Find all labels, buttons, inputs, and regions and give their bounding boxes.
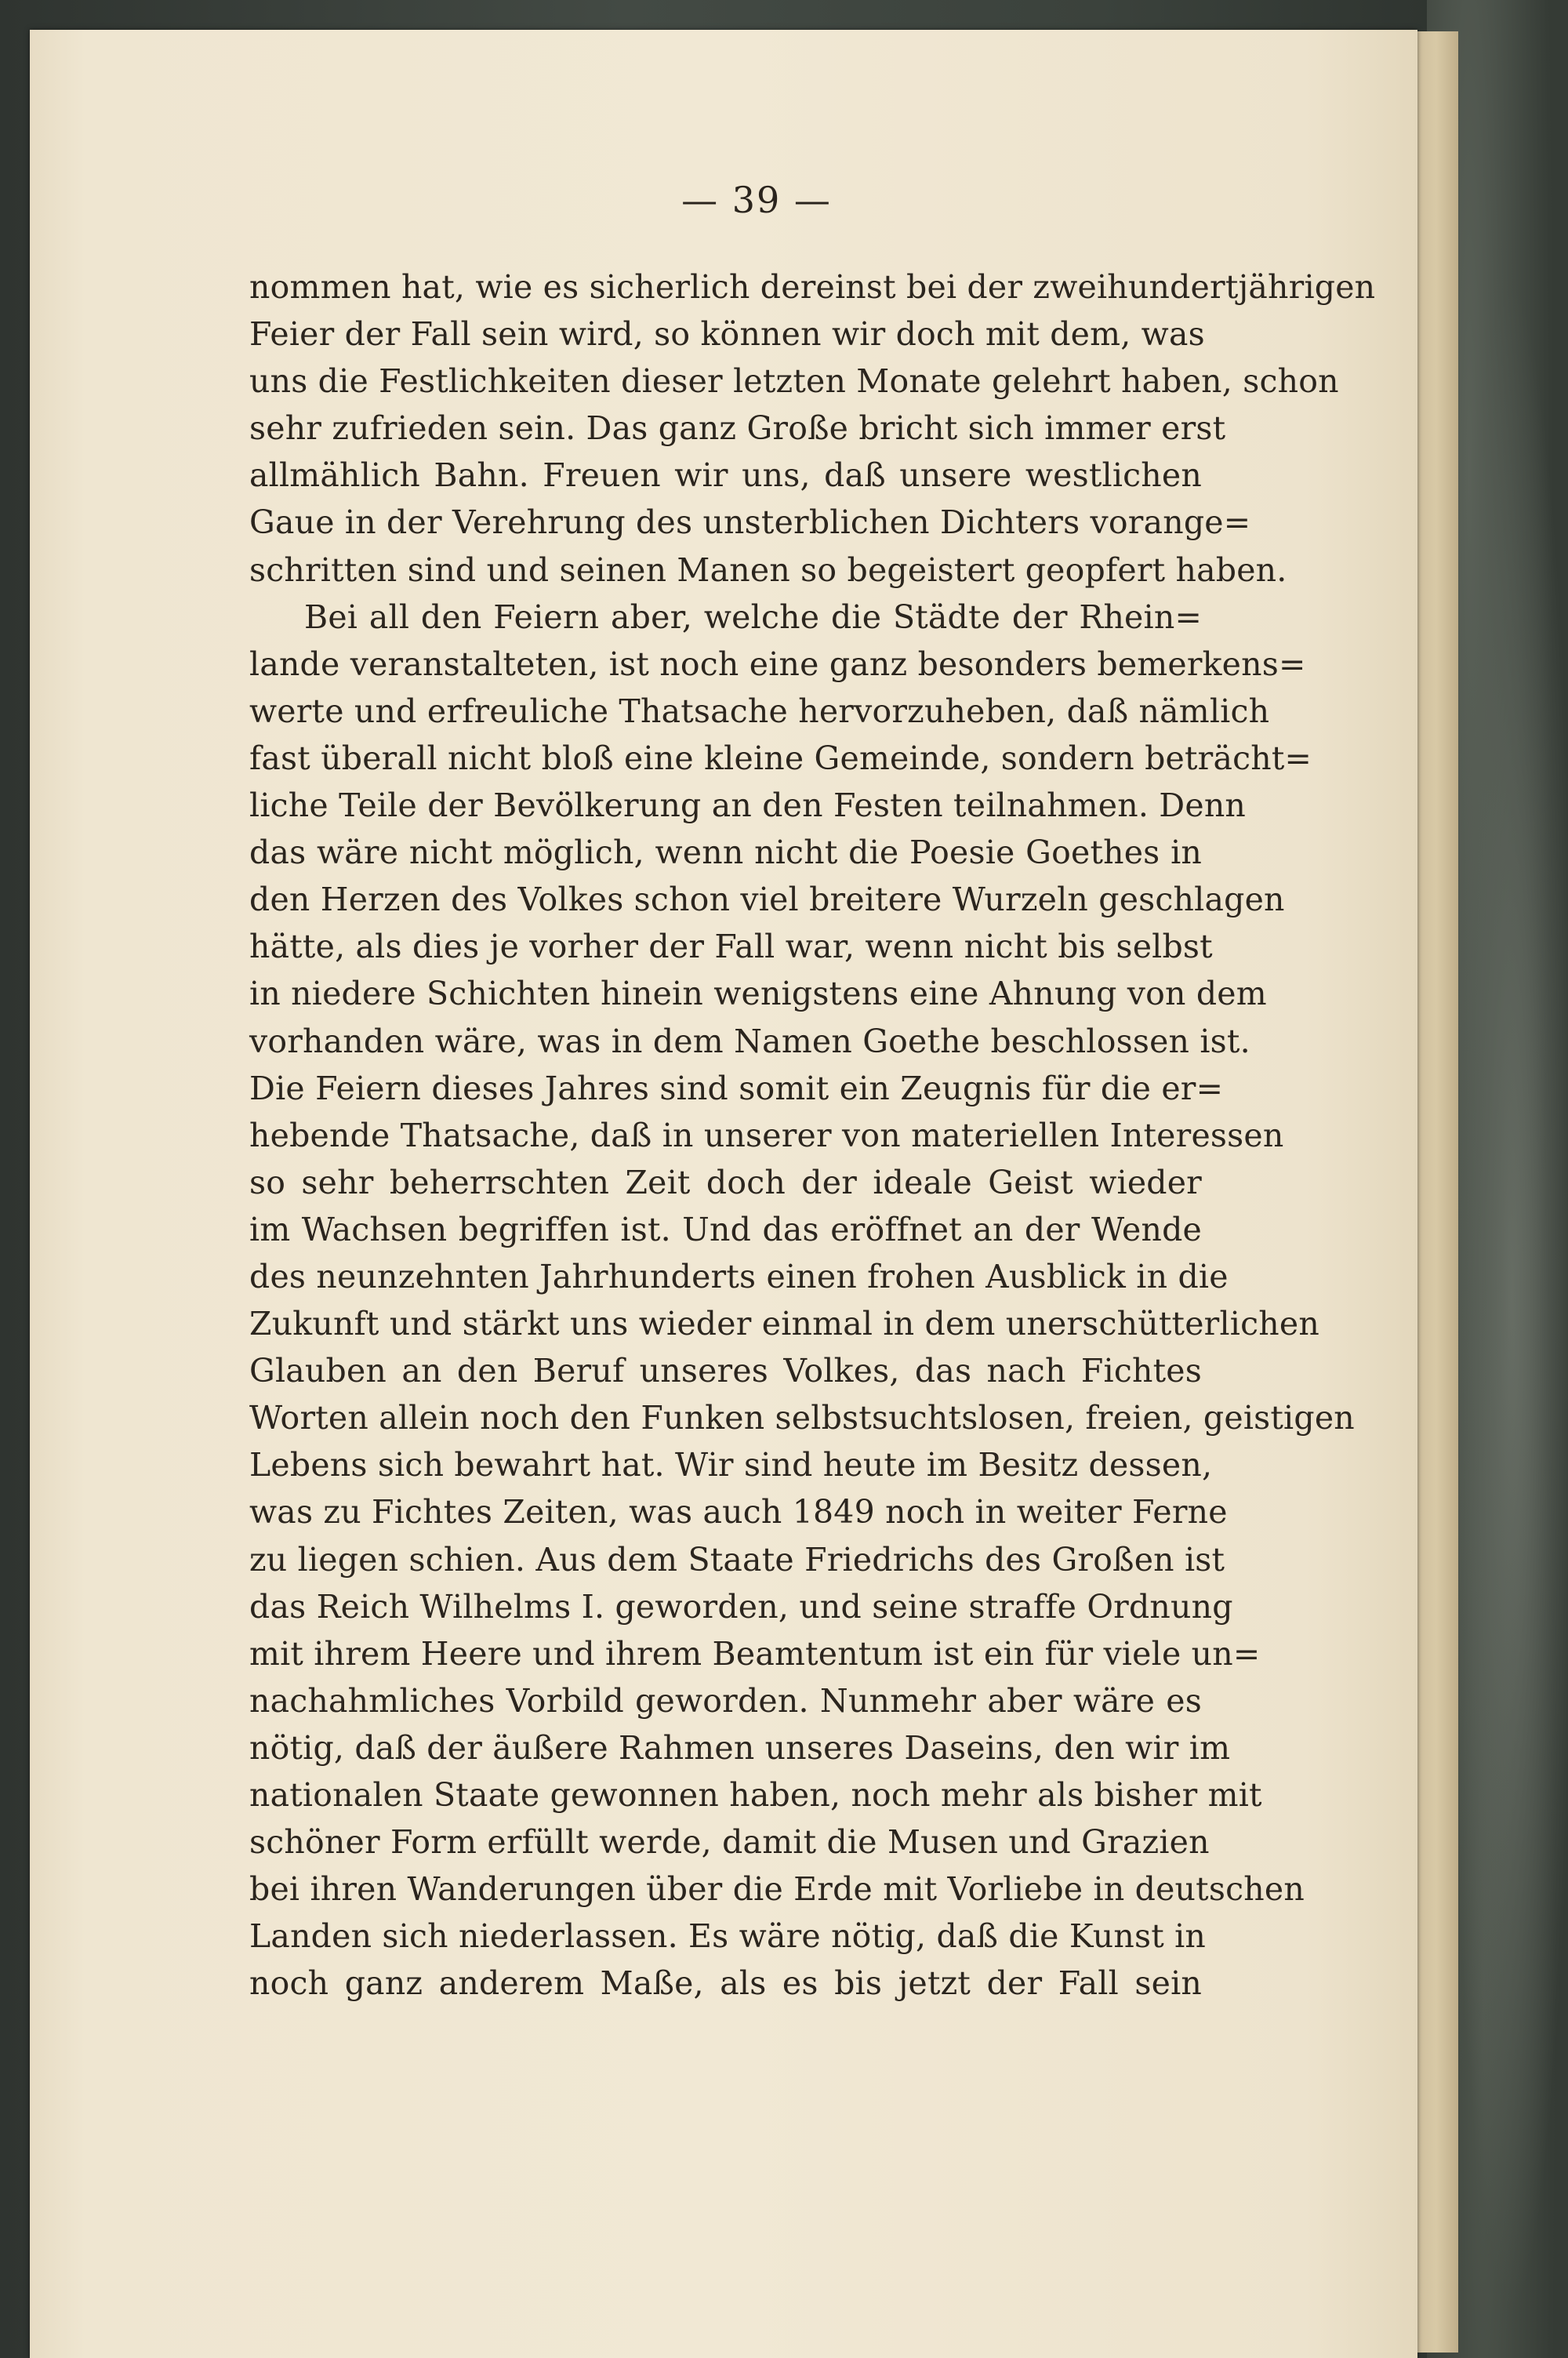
text-line: werte und erfreuliche Thatsache hervorzuheben, daß nämlich <box>249 692 1270 730</box>
text-line: mit ihrem Heere und ihrem Beamtentum ist ein für viele un= <box>249 1634 1261 1673</box>
text-line: das Reich Wilhelms I. geworden, und seine straffe Ordnung <box>249 1587 1233 1626</box>
text-line: uns die Festlichkeiten dieser letzten Monate gelehrt haben, schon <box>249 362 1339 401</box>
text-line: allmählich Bahn. Freuen wir uns, daß unsere westlichen <box>249 456 1202 495</box>
text-line: Zukunft und stärkt uns wieder einmal in dem unerschütterlichen <box>249 1305 1319 1343</box>
text-line: Bei all den Feiern aber, welche die Städte der Rhein= <box>304 598 1202 636</box>
text-line: nötig, daß der äußere Rahmen unseres Daseins, den wir im <box>249 1728 1231 1767</box>
text-line: Glauben an den Beruf unseres Volkes, das nach Fichtes <box>249 1352 1202 1390</box>
text-line: nachahmliches Vorbild geworden. Nunmehr aber wäre es <box>249 1681 1202 1720</box>
text-line: Die Feiern dieses Jahres sind somit ein Zeugnis für die er= <box>249 1069 1224 1107</box>
text-line: hätte, als dies je vorher der Fall war, wenn nicht bis selbst <box>249 928 1213 966</box>
text-line: hebende Thatsache, daß in unserer von materiellen Interessen <box>249 1116 1284 1154</box>
text-line: schritten sind und seinen Manen so begeistert geopfert haben. <box>249 550 1287 589</box>
text-line: schöner Form erfüllt werde, damit die Musen und Grazien <box>249 1823 1210 1862</box>
text-line: fast überall nicht bloß eine kleine Gemeinde, sondern beträcht= <box>249 739 1312 777</box>
text-line: lande veranstalteten, ist noch eine ganz besonders bemerkens= <box>249 645 1306 683</box>
text-line: so sehr beherrschten Zeit doch der ideale Geist wieder <box>249 1163 1202 1201</box>
text-line: liche Teile der Bevölkerung an den Festen teilnahmen. Denn <box>249 787 1247 825</box>
text-line: was zu Fichtes Zeiten, was auch 1849 noch in weiter Ferne <box>249 1493 1228 1531</box>
text-line: des neunzehnten Jahrhunderts einen frohen Ausblick in die <box>249 1257 1229 1295</box>
text-line: Lebens sich bewahrt hat. Wir sind heute im Besitz dessen, <box>249 1446 1213 1484</box>
text-line: nationalen Staate gewonnen haben, noch mehr als bisher mit <box>249 1776 1262 1814</box>
text-line: Worten allein noch den Funken selbstsuchtslosen, freien, geistigen <box>249 1399 1355 1437</box>
text-line: im Wachsen begriffen ist. Und das eröffnet an der Wende <box>249 1210 1202 1248</box>
text-line: Gaue in der Verehrung des unsterblichen Dichters vorange= <box>249 503 1251 542</box>
text-line: zu liegen schien. Aus dem Staate Friedrichs des Großen ist <box>249 1540 1225 1579</box>
page-number: — 39 — <box>681 179 832 221</box>
text-line: sehr zufrieden sein. Das ganz Große bricht sich immer erst <box>249 409 1226 448</box>
text-line: vorhanden wäre, was in dem Namen Goethe beschlossen ist. <box>249 1022 1250 1060</box>
body-text <box>249 263 1376 2007</box>
text-line: Feier der Fall sein wird, so können wir doch mit dem, was <box>249 315 1205 354</box>
text-line: Landen sich niederlassen. Es wäre nötig, daß die Kunst in <box>249 1917 1207 1956</box>
text-line: den Herzen des Volkes schon viel breitere Wurzeln geschlagen <box>249 881 1285 919</box>
text-line: das wäre nicht möglich, wenn nicht die Poesie Goethes in <box>249 834 1202 872</box>
text-line: nommen hat, wie es sicherlich dereinst bei der zweihundertjährigen <box>249 268 1376 306</box>
text-line: in niedere Schichten hinein wenigstens eine Ahnung von dem <box>249 975 1267 1013</box>
text-line: bei ihren Wanderungen über die Erde mit Vorliebe in deutschen <box>249 1870 1305 1909</box>
text-line: noch ganz anderem Maße, als es bis jetzt der Fall sein <box>249 1964 1202 2003</box>
